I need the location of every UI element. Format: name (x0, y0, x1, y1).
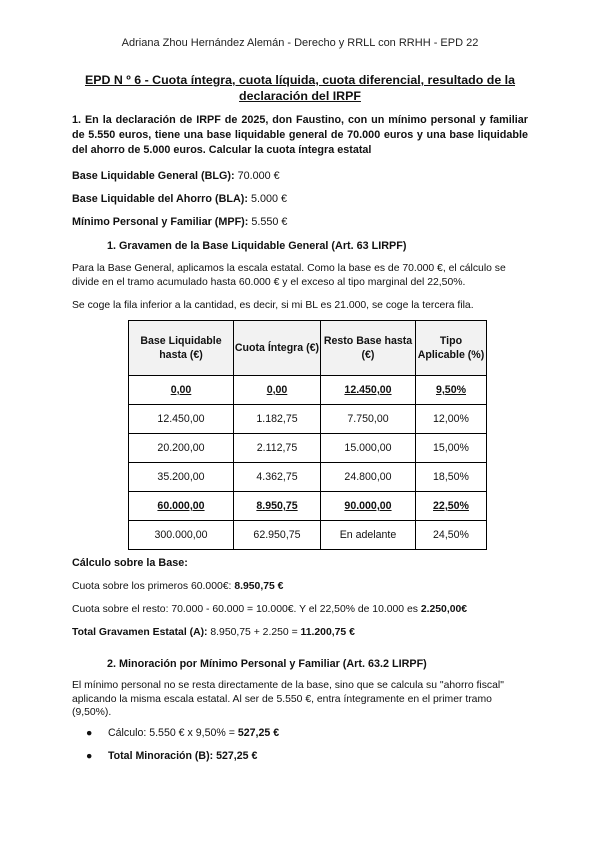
list-item (86, 750, 257, 762)
data-label: Base Liquidable del Ahorro (BLA): (72, 193, 248, 205)
calc-line-2-value: 2.250,00€ (420, 604, 468, 615)
section-1-note: Se coge la fila inferior a la cantidad, es decir, si mi BL es 21.000, se coge la tercera fila. (72, 300, 474, 311)
calc-line-1 (72, 580, 528, 594)
column-header: Cuota Íntegra (€) (234, 321, 321, 376)
table-row (129, 376, 487, 405)
table-cell: 12.450,00 (321, 376, 416, 405)
list-item (86, 727, 279, 739)
table-row (129, 434, 487, 463)
tax-scale-table (128, 320, 487, 550)
table-cell: 90.000,00 (321, 492, 416, 521)
table-cell: 62.950,75 (234, 521, 321, 550)
data-value: 5.000 € (247, 193, 287, 205)
table-header-row (129, 321, 487, 376)
calc-line-2 (72, 603, 528, 617)
table-row (129, 405, 487, 434)
table-cell: 60.000,00 (129, 492, 234, 521)
table-row (129, 521, 487, 550)
table-cell: 4.362,75 (234, 463, 321, 492)
table-cell: 15.000,00 (321, 434, 416, 463)
table-cell: En adelante (321, 521, 416, 550)
data-value: 70.000 € (234, 170, 280, 182)
bullet-1-label: Cálculo: 5.550 € x 9,50% = (108, 727, 238, 739)
table-cell: 0,00 (129, 376, 234, 405)
document-title: EPD N º 6 - Cuota íntegra, cuota líquida, cuota diferencial, resultado de la declaración del IRPF (84, 73, 516, 103)
calc-total-value: 11.200,75 € (300, 627, 355, 638)
table-cell: 24,50% (416, 521, 487, 550)
page-header: Adriana Zhou Hernández Alemán - Derecho y RRLL con RRHH - EPD 22 (121, 37, 479, 49)
bullet-icon: ● (86, 727, 93, 739)
table-cell: 7.750,00 (321, 405, 416, 434)
table-row (129, 492, 487, 521)
calc-total (72, 626, 528, 640)
calc-line-1-label: Cuota sobre los primeros 60.000€: (72, 581, 235, 592)
data-item-mpf (72, 216, 287, 228)
table-cell: 9,50% (416, 376, 487, 405)
table-cell: 12,00% (416, 405, 487, 434)
bullet-2-value: 527,25 € (216, 750, 258, 762)
data-label: Mínimo Personal y Familiar (MPF): (72, 216, 249, 228)
table-cell: 1.182,75 (234, 405, 321, 434)
data-value: 5.550 € (248, 216, 288, 228)
table-cell: 8.950,75 (234, 492, 321, 521)
table-row (129, 463, 487, 492)
table-cell: 20.200,00 (129, 434, 234, 463)
bullet-icon: ● (86, 750, 93, 762)
table-cell: 18,50% (416, 463, 487, 492)
table-cell: 2.112,75 (234, 434, 321, 463)
section-2-paragraph: El mínimo personal no se resta directamente de la base, sino que se calcula su "ahorro fiscal" aplicando la misma escala estatal. Al ser de 5.550 €, entra íntegramente en el primer tramo (9,50%). (72, 680, 504, 718)
calc-line-1-value: 8.950,75 € (234, 581, 284, 592)
data-item-blg (72, 170, 280, 182)
column-header: Base Liquidable hasta (€) (129, 321, 234, 376)
calc-total-label: Total Gravamen Estatal (A): (72, 627, 208, 638)
table-cell: 35.200,00 (129, 463, 234, 492)
question-statement: 1. En la declaración de IRPF de 2025, don Faustino, con un mínimo personal y familiar de 5.550 euros, tiene una base liquidable general de 70.000 euros y una base liquidable del ahorro de 5.000 euros. Calcular la cuota íntegra estatal (72, 114, 528, 156)
column-header: Tipo Aplicable (%) (416, 321, 487, 376)
data-item-bla (72, 193, 287, 205)
table-cell: 22,50% (416, 492, 487, 521)
column-header: Resto Base hasta (€) (321, 321, 416, 376)
data-label: Base Liquidable General (BLG): (72, 170, 235, 182)
section-1-heading: 1. Gravamen de la Base Liquidable General (Art. 63 LIRPF) (107, 240, 407, 252)
table-cell: 24.800,00 (321, 463, 416, 492)
bullet-1-value: 527,25 € (237, 727, 280, 739)
calc-heading: Cálculo sobre la Base: (72, 557, 188, 569)
table-cell: 15,00% (416, 434, 487, 463)
calc-line-2-label: Cuota sobre el resto: 70.000 - 60.000 = 10.000€. Y el 22,50% de 10.000 es (72, 604, 421, 615)
calc-total-expression: 8.950,75 + 2.250 = (207, 627, 301, 638)
table-cell: 12.450,00 (129, 405, 234, 434)
bullet-2-label: Total Minoración (B): (108, 750, 217, 762)
table-cell: 300.000,00 (129, 521, 234, 550)
table-cell: 0,00 (234, 376, 321, 405)
section-1-paragraph: Para la Base General, aplicamos la escala estatal. Como la base es de 70.000 €, el cálculo se divide en el tramo acumulado hasta 60.000 € y el exceso al tipo marginal del 22,50%. (72, 263, 506, 288)
section-2-heading: 2. Minoración por Mínimo Personal y Familiar (Art. 63.2 LIRPF) (107, 658, 427, 670)
